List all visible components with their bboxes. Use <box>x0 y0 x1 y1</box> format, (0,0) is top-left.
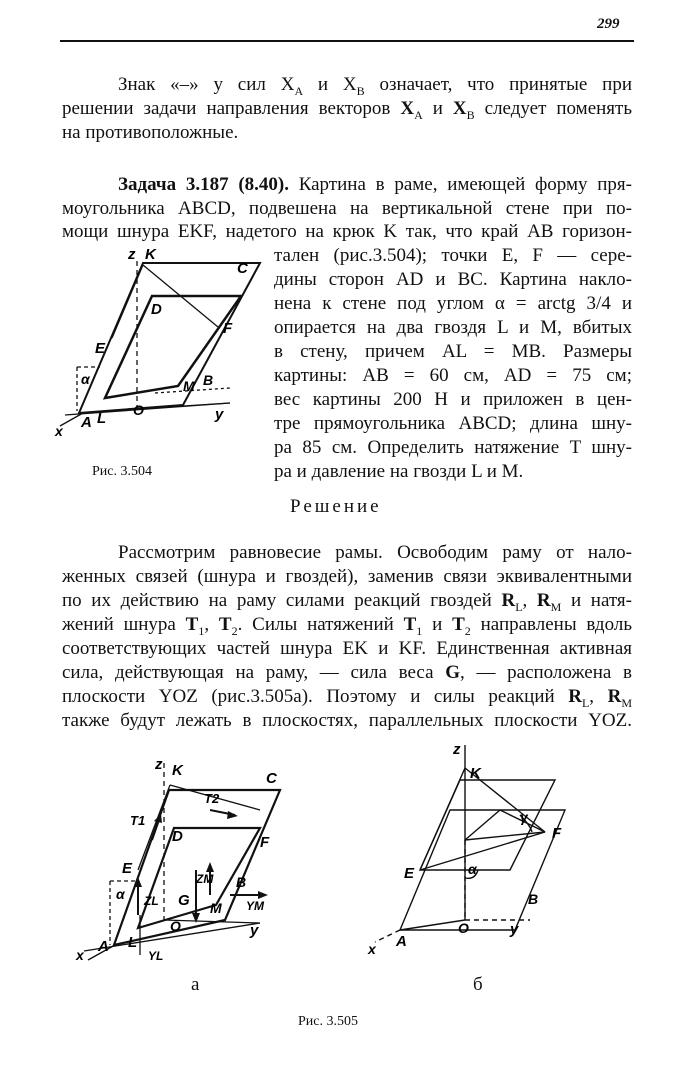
sol-line5: соответствующих частей шнура EK и KF. Единственная активная <box>62 638 632 659</box>
sol-line4: жений шнура $T_1$, $T_2$. Силы натяжений $T_1$ и $T_2$ направлены вдоль <box>62 614 632 638</box>
sol-line6: сила, действующая на раму, — сила веса G, — расположена в <box>62 662 632 683</box>
label-F: F <box>223 320 233 337</box>
task-title: Задача 3.187 (8.40). <box>118 174 289 195</box>
sol-line7: плоскости YOZ (рис.3.505а). Поэтому и силы реакций $R_L$, $R_M$ <box>62 686 633 710</box>
task-wrap-line: в стену, причем AL = MB. Размеры <box>274 341 632 362</box>
frame-inner <box>105 296 241 398</box>
label-alpha: α <box>116 886 125 902</box>
label-B: B <box>236 874 247 890</box>
label-ZM: ZM <box>196 872 214 886</box>
label-O: O <box>170 918 181 934</box>
task-line3: мощи шнура EKF, надетого на крюк K так, что край AB горизон- <box>62 221 632 242</box>
label-L: L <box>128 934 138 951</box>
label-B: B <box>203 372 214 388</box>
label-D: D <box>172 828 183 845</box>
figure-3-505a <box>60 755 320 975</box>
sol-line8: также будут лежать в плоскостях, параллельных плоскости YOZ. <box>62 710 632 731</box>
label-K: K <box>172 762 183 779</box>
frame-outer <box>79 263 260 413</box>
label-E: E <box>404 865 415 882</box>
label-B: B <box>528 891 539 907</box>
label-M: M <box>183 378 195 394</box>
label-YL: YL <box>148 949 164 963</box>
label-YM: YM <box>246 899 264 913</box>
label-z: z <box>453 741 461 758</box>
page-number: 299 <box>597 16 620 32</box>
sol-line3: по их действию на раму силами реакций гвоздей $R_L$, $R_M$ и натя- <box>62 590 633 614</box>
label-O: O <box>458 920 469 936</box>
figure-3-504-caption: Рис. 3.504 <box>92 464 152 479</box>
figure-3-505-caption: Рис. 3.505 <box>298 1014 358 1029</box>
label-E: E <box>122 860 133 877</box>
label-z: z <box>155 756 163 773</box>
task-wrap-line: тре прямоугольника ABCD; длина шну- <box>274 413 632 434</box>
label-x: x <box>76 947 84 963</box>
task-line2: моугольника ABCD, подвешена на вертикальной стене при по- <box>62 198 632 219</box>
header-rule <box>60 40 634 42</box>
label-gamma: γ <box>520 809 528 825</box>
sol-line2: женных связей (шнура и гвоздей), заменив связи эквивалентными <box>62 566 632 587</box>
label-G: G <box>178 892 190 909</box>
label-O: O <box>133 402 144 418</box>
task-wrap-line: вес картины 200 Н и приложен в цен- <box>274 389 632 410</box>
figure-3-505a-sublabel: а <box>191 974 200 995</box>
label-x: x <box>55 423 63 439</box>
label-L: L <box>97 410 107 427</box>
task-wrap-line: ра и давление на гвозди L и M. <box>274 461 524 482</box>
figure-3-505b-sublabel: б <box>473 974 483 995</box>
label-A: A <box>98 938 109 955</box>
solution-heading: Решение <box>290 496 382 517</box>
label-F: F <box>552 825 562 842</box>
label-alpha: α <box>468 861 477 877</box>
sol-line1: Рассмотрим равновесие рамы. Освободим раму от нало- <box>118 542 632 563</box>
task-wrap-line: дины сторон AD и BC. Картина накло- <box>274 269 632 290</box>
label-F: F <box>260 834 270 851</box>
para1-line1: Знак «–» у сил $X_A$ и $X_B$ означает, что принятые при <box>118 74 633 98</box>
label-ZL: ZL <box>144 894 159 908</box>
label-K: K <box>145 246 156 263</box>
label-alpha: α <box>81 371 90 387</box>
task-line1: Задача 3.187 (8.40). Картина в раме, имеющей форму пря- <box>118 174 632 195</box>
label-T2: T2 <box>204 791 220 806</box>
para1-line3: на противоположные. <box>62 122 239 143</box>
label-x: x <box>368 941 376 957</box>
task-wrap-line: опирается на два гвоздя L и M, вбитых <box>274 317 632 338</box>
task-wrap-line: картины: AB = 60 см, AD = 75 см; <box>274 365 632 386</box>
label-C: C <box>237 260 248 277</box>
label-K: K <box>470 765 481 782</box>
label-A: A <box>81 414 92 431</box>
label-z: z <box>128 246 136 263</box>
label-M: M <box>210 900 222 916</box>
task-wrap-line: нена к стене под углом α = arctg 3/4 и <box>274 293 632 314</box>
label-D: D <box>151 301 162 318</box>
label-y: y <box>510 921 519 938</box>
figure-3-504 <box>55 243 255 443</box>
label-C: C <box>266 770 277 787</box>
label-T1: T1 <box>130 813 146 828</box>
task-wrap-line: тален (рис.3.504); точки E, F — сере- <box>274 245 632 266</box>
label-E: E <box>95 340 106 357</box>
figure-3-505b <box>360 740 590 970</box>
para1-line2: решении задачи направления векторов $X_A$ и $X_B$ следует поменять <box>62 98 632 122</box>
task-wrap-line: ра 85 см. Определить натяжение T шну- <box>274 437 632 458</box>
label-y: y <box>250 922 259 939</box>
label-y: y <box>215 406 224 423</box>
label-A: A <box>396 933 407 950</box>
